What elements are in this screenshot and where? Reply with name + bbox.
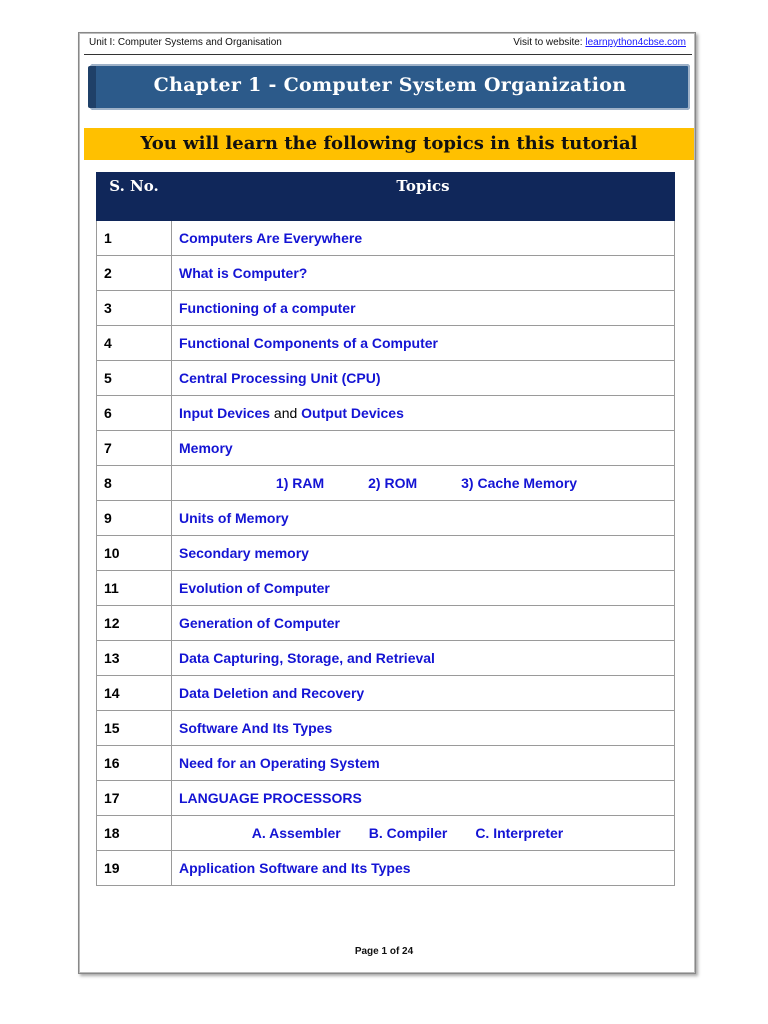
- header-website-prefix: Visit to website:: [513, 37, 586, 48]
- table-row: [97, 431, 675, 466]
- topic-link-input-devices[interactable]: Input Devices: [179, 405, 271, 421]
- website-link[interactable]: learnpython4cbse.com: [585, 37, 686, 48]
- row-sno: 5: [97, 361, 172, 396]
- table-row: [97, 326, 675, 361]
- topic-link-rom[interactable]: 2) ROM: [368, 475, 418, 491]
- topic-link-assembler[interactable]: A. Assembler: [251, 825, 341, 841]
- row-sno: 11: [97, 571, 172, 606]
- column-header-sno: S. No.: [97, 173, 172, 221]
- row-sno: 18: [97, 816, 172, 851]
- topic-link[interactable]: Units of Memory: [172, 501, 675, 536]
- topic-link[interactable]: Memory: [172, 431, 675, 466]
- topic-link[interactable]: LANGUAGE PROCESSORS: [172, 781, 675, 816]
- topic-link[interactable]: Need for an Operating System: [172, 746, 675, 781]
- topic-link[interactable]: What is Computer?: [172, 256, 675, 291]
- table-row: [97, 396, 675, 431]
- row-sno: 3: [97, 291, 172, 326]
- table-row: [97, 781, 675, 816]
- row-sno: 13: [97, 641, 172, 676]
- table-row: [97, 676, 675, 711]
- row-sno: 17: [97, 781, 172, 816]
- table-header-row: [97, 173, 675, 221]
- row-sno: 4: [97, 326, 172, 361]
- table-row: [97, 466, 675, 501]
- topic-link[interactable]: Data Capturing, Storage, and Retrieval: [172, 641, 675, 676]
- table-row: [97, 816, 675, 851]
- topic-cell: [172, 466, 675, 501]
- topic-link[interactable]: Secondary memory: [172, 536, 675, 571]
- table-row: [97, 711, 675, 746]
- topic-link[interactable]: Functional Components of a Computer: [172, 326, 675, 361]
- row-sno: 12: [97, 606, 172, 641]
- tutorial-subtitle: You will learn the following topics in this tutorial: [84, 128, 694, 160]
- topic-joiner: and: [270, 405, 302, 421]
- page-number: Page 1 of 24: [354, 946, 414, 957]
- topic-link[interactable]: Software And Its Types: [172, 711, 675, 746]
- row-sno: 19: [97, 851, 172, 886]
- row-sno: 8: [97, 466, 172, 501]
- table-row: [97, 361, 675, 396]
- topic-link-cache-memory[interactable]: 3) Cache Memory: [461, 475, 578, 491]
- header-website: [513, 37, 686, 48]
- row-sno: 7: [97, 431, 172, 466]
- topic-cell: [172, 396, 675, 431]
- topic-link-compiler[interactable]: B. Compiler: [368, 825, 448, 841]
- row-sno: 1: [97, 221, 172, 256]
- table-row: [97, 536, 675, 571]
- topic-link[interactable]: Computers Are Everywhere: [172, 221, 675, 256]
- topic-link[interactable]: Generation of Computer: [172, 606, 675, 641]
- header-unit-label: Unit I: Computer Systems and Organisation: [89, 37, 282, 48]
- table-row: [97, 606, 675, 641]
- topic-link[interactable]: Evolution of Computer: [172, 571, 675, 606]
- topic-link-interpreter[interactable]: C. Interpreter: [475, 825, 564, 841]
- table-row: [97, 571, 675, 606]
- row-sno: 16: [97, 746, 172, 781]
- table-row: [97, 501, 675, 536]
- chapter-title: Chapter 1 - Computer System Organization: [153, 74, 627, 96]
- table-row: [97, 851, 675, 886]
- topics-table: [96, 172, 675, 886]
- topic-link[interactable]: Functioning of a computer: [172, 291, 675, 326]
- table-row: [97, 746, 675, 781]
- table-row: [97, 641, 675, 676]
- row-sno: 10: [97, 536, 172, 571]
- topic-link[interactable]: Data Deletion and Recovery: [172, 676, 675, 711]
- row-sno: 2: [97, 256, 172, 291]
- topic-link[interactable]: Application Software and Its Types: [172, 851, 675, 886]
- table-row: [97, 221, 675, 256]
- topic-link[interactable]: Central Processing Unit (CPU): [172, 361, 675, 396]
- topic-cell: [172, 816, 675, 851]
- header-divider: [84, 54, 692, 55]
- table-row: [97, 291, 675, 326]
- column-header-topics: Topics: [172, 173, 675, 221]
- row-sno: 6: [97, 396, 172, 431]
- topic-link-output-devices[interactable]: Output Devices: [301, 405, 404, 421]
- row-sno: 15: [97, 711, 172, 746]
- chapter-banner: [90, 64, 690, 110]
- row-sno: 14: [97, 676, 172, 711]
- table-row: [97, 256, 675, 291]
- row-sno: 9: [97, 501, 172, 536]
- topic-link-ram[interactable]: 1) RAM: [275, 475, 325, 491]
